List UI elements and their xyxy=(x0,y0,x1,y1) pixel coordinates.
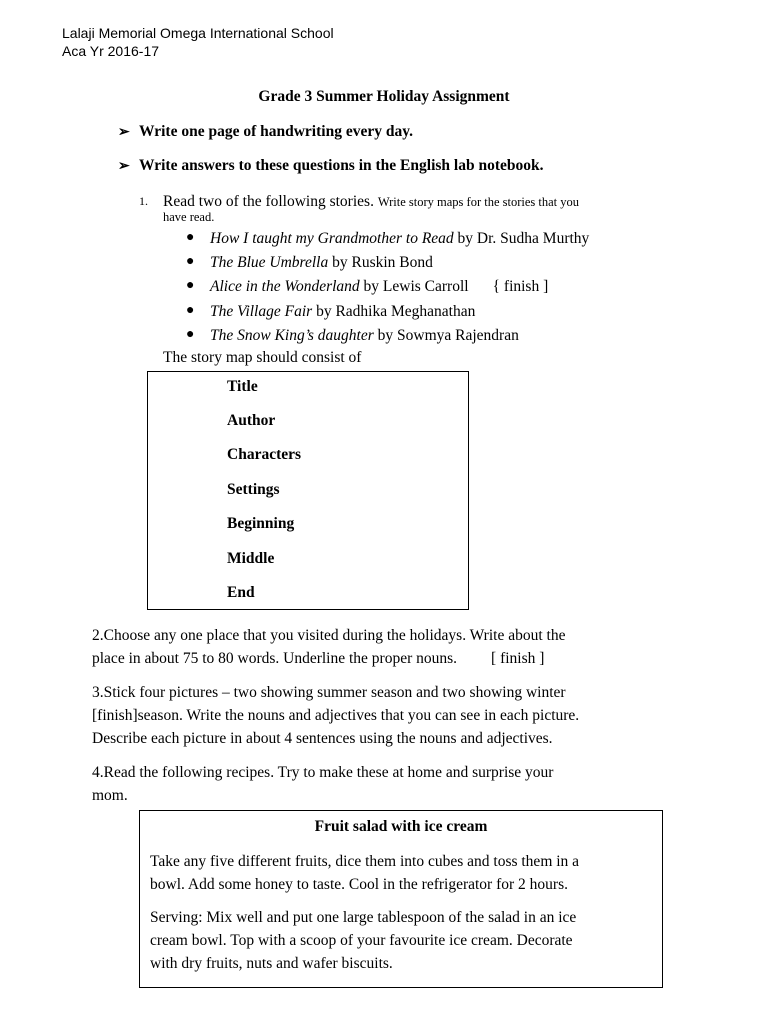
recipe-line: Take any five different fruits, dice them into cubes and toss them in a xyxy=(150,853,580,870)
story-title: The Snow King’s daughter xyxy=(210,326,374,344)
finish-status: [ finish ] xyxy=(491,650,545,667)
story-map-field: End xyxy=(227,584,255,601)
list-item xyxy=(186,229,589,253)
recipe-line: Serving: Mix well and put one large tablespoon of the salad in an ice xyxy=(150,909,577,926)
bullet-icon: ● xyxy=(186,302,195,318)
instruction-text: Write one page of handwriting every day. xyxy=(139,123,413,140)
bullet-icon: ● xyxy=(186,278,195,294)
story-map-field: Settings xyxy=(227,481,280,498)
instruction-item xyxy=(118,123,413,141)
story-map-field: Middle xyxy=(227,550,275,567)
list-item xyxy=(186,253,589,277)
academic-year: Aca Yr 2016-17 xyxy=(62,43,160,59)
question-line: mom. xyxy=(92,787,128,804)
instruction-item xyxy=(118,157,543,175)
page-title: Grade 3 Summer Holiday Assignment xyxy=(258,88,510,105)
question-line: place in about 75 to 80 words. Underline the proper nouns. xyxy=(92,650,458,667)
story-map-box xyxy=(147,371,469,610)
question-lead: Read two of the following stories. xyxy=(163,193,374,210)
story-map-intro: The story map should consist of xyxy=(163,349,362,366)
story-title: The Blue Umbrella xyxy=(210,254,329,272)
arrow-bullet-icon: ➢ xyxy=(118,125,130,140)
story-map-field: Title xyxy=(227,378,258,395)
story-author: by Ruskin Bond xyxy=(328,254,433,272)
list-item xyxy=(186,277,589,301)
arrow-bullet-icon: ➢ xyxy=(118,159,130,174)
recipe-title: Fruit salad with ice cream xyxy=(314,818,488,835)
question-line: Describe each picture in about 4 sentences using the nouns and adjectives. xyxy=(92,730,553,747)
list-item xyxy=(186,326,589,350)
question-4 xyxy=(92,761,692,807)
story-title: The Village Fair xyxy=(210,302,313,320)
story-list xyxy=(186,229,589,350)
story-author: by Lewis Carroll xyxy=(359,278,469,296)
question-note-cont: have read. xyxy=(163,210,215,224)
story-author: by Radhika Meghanathan xyxy=(312,302,476,320)
story-map-field: Characters xyxy=(227,446,302,463)
question-line: 4.Read the following recipes. Try to make these at home and surprise your xyxy=(92,764,554,781)
story-title: How I taught my Grandmother to Read xyxy=(210,230,454,247)
story-map-field: Beginning xyxy=(227,515,295,532)
list-item xyxy=(186,302,589,326)
recipe-line: with dry fruits, nuts and wafer biscuits. xyxy=(150,955,393,972)
story-map-field: Author xyxy=(227,412,276,429)
question-line: [finish]season. Write the nouns and adjectives that you can see in each picture. xyxy=(92,707,580,724)
recipe-method xyxy=(150,850,655,896)
school-name: Lalaji Memorial Omega International School xyxy=(62,25,334,41)
question-2 xyxy=(92,624,692,670)
question-line: 3.Stick four pictures – two showing summer season and two showing winter xyxy=(92,684,566,701)
question-note: Write story maps for the stories that you xyxy=(377,195,580,209)
recipe-line: bowl. Add some honey to taste. Cool in the refrigerator for 2 hours. xyxy=(150,876,568,893)
question-3 xyxy=(92,681,692,750)
instruction-text: Write answers to these questions in the English lab notebook. xyxy=(139,157,544,174)
bullet-icon: ● xyxy=(186,254,195,270)
story-author: by Dr. Sudha Murthy xyxy=(453,230,590,247)
bullet-icon: ● xyxy=(186,230,195,245)
story-author: by Sowmya Rajendran xyxy=(373,326,519,344)
recipe-box xyxy=(139,810,663,988)
question-number: 1. xyxy=(139,194,148,208)
bullet-icon: ● xyxy=(186,326,195,342)
recipe-serving xyxy=(150,906,655,975)
story-title: Alice in the Wonderland xyxy=(210,278,360,296)
question-line: 2.Choose any one place that you visited during the holidays. Write about the xyxy=(92,627,566,644)
finish-status: { finish ] xyxy=(492,278,549,296)
recipe-line: cream bowl. Top with a scoop of your favourite ice cream. Decorate xyxy=(150,932,573,949)
